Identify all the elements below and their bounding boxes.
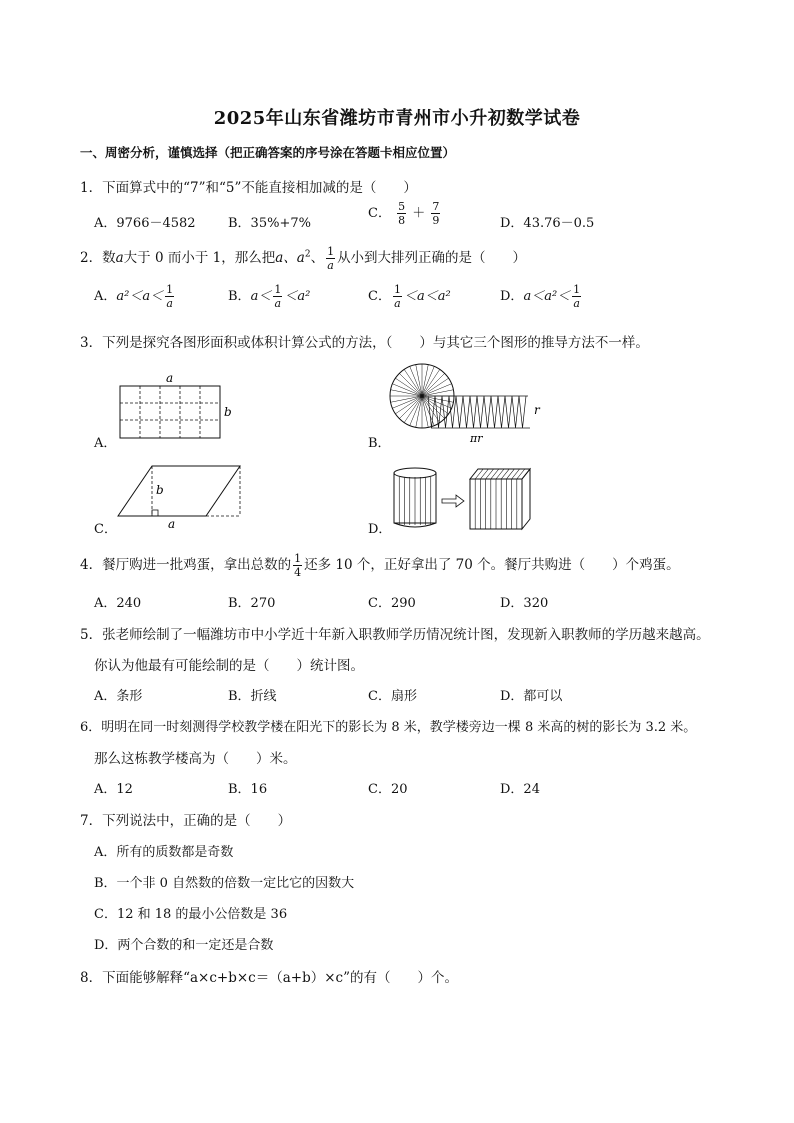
q1-option-d: D．43.76－0.5 — [500, 216, 595, 231]
q4-fraction — [293, 553, 302, 578]
circle-to-parallelogram-figure — [388, 358, 558, 448]
q5-option-a: A．条形 — [94, 689, 143, 704]
q1-option-c — [368, 201, 442, 226]
q2-option-b — [228, 284, 310, 309]
q7-option-a: A．所有的质数都是奇数 — [94, 845, 234, 860]
q5-option-b: B．折线 — [228, 689, 277, 704]
q1-option-c-label: C． — [368, 206, 391, 221]
grid-outline — [120, 386, 220, 438]
arrow-right-icon — [442, 495, 464, 507]
fraction — [165, 284, 174, 309]
cuboid-top-slice-line — [491, 469, 499, 479]
q1-option-b: B．35%+7% — [228, 216, 311, 231]
page-title: 2025年山东省潍坊市青州市小升初数学试卷 — [213, 108, 581, 129]
question-7: 7．下列说法中，正确的是（ ） — [80, 813, 292, 829]
cylinder-slices — [399, 477, 431, 525]
sector-line — [422, 373, 445, 396]
cylinder-to-cuboid-figure — [390, 465, 550, 535]
cuboid-top-slice-line — [501, 469, 509, 479]
q3-label-d: D． — [368, 522, 392, 537]
option-label: C． — [368, 289, 391, 304]
sector-line — [399, 396, 422, 419]
q2-fraction — [326, 246, 335, 271]
fraction — [393, 284, 402, 309]
q2-option-c — [368, 284, 451, 309]
parallelogram-outline — [118, 466, 240, 516]
fig-c-base-label: a — [168, 517, 176, 531]
option-label: D． — [500, 289, 524, 304]
sector-line — [422, 396, 445, 419]
q2-text-mid: 大于 0 而小于 1，那么把 — [123, 250, 276, 266]
q6-option-a: A．12 — [94, 782, 133, 797]
cuboid-top-slice-line — [480, 469, 488, 479]
q6-option-d: D．24 — [500, 782, 540, 797]
q1-option-a: A．9766－4582 — [94, 216, 196, 231]
cuboid-top-slice-line — [486, 469, 494, 479]
frac-den: a — [394, 297, 401, 310]
q3-label-a: A． — [94, 436, 117, 451]
q2-sup: 2 — [304, 249, 311, 260]
cuboid-side — [522, 469, 530, 529]
frac-den: a — [573, 297, 580, 310]
section-heading: 一、周密分析，谨慎选择（把正确答案的序号涂在答题卡相应位置） — [80, 145, 456, 160]
q2-text-pre: 2．数 — [80, 250, 116, 266]
question-5-line-1: 5．张老师绘制了一幅潍坊市中小学近十年新入职教师学历情况统计图，发现新入职教师的学历越来越高。 — [80, 627, 710, 643]
question-2 — [80, 246, 526, 271]
q6-option-c: C．20 — [368, 782, 408, 797]
question-1: 1．下面算式中的“7”和“5”不能直接相加减的是（ ） — [80, 180, 417, 196]
q7-option-b: B．一个非 0 自然数的倍数一定比它的因数大 — [94, 876, 355, 891]
plus-sign: ＋ — [412, 206, 426, 221]
frac-num: 1 — [274, 283, 282, 296]
q2-option-a — [94, 284, 176, 309]
frac-den: a — [166, 297, 173, 310]
frac-den: 9 — [432, 214, 440, 227]
sector-line — [399, 373, 422, 396]
question-6-line-2: 那么这栋教学楼高为（ ）米。 — [94, 751, 297, 767]
option-label: B． — [228, 289, 251, 304]
option-expr: a²＜a＜ — [116, 289, 164, 304]
frac-den: a — [327, 259, 334, 272]
fig-b-side-label: r — [534, 403, 540, 417]
frac-num: 7 — [432, 200, 440, 213]
frac-num: 1 — [573, 283, 581, 296]
q7-option-d: D．两个合数的和一定还是合数 — [94, 938, 274, 953]
q4-option-b: B．270 — [228, 596, 276, 611]
parallelogram-figure — [110, 462, 250, 532]
cuboid-slices — [475, 469, 525, 529]
q2-list: a、a — [275, 250, 305, 266]
q4-option-a: A．240 — [94, 596, 142, 611]
option-expr: a＜a²＜ — [523, 289, 571, 304]
q6-option-b: B．16 — [228, 782, 268, 797]
question-3: 3．下列是探究各图形面积或体积计算公式的方法，（ ）与其它三个图形的推导方法不一样。 — [80, 335, 649, 351]
frac-num: 1 — [327, 245, 335, 258]
q2-option-d — [500, 284, 583, 309]
cuboid-top-slice-line — [496, 469, 504, 479]
frac-num: 1 — [166, 283, 174, 296]
fraction — [273, 284, 282, 309]
rearranged-sectors — [428, 396, 530, 428]
fig-c-height-label: b — [156, 483, 164, 497]
frac-den: 8 — [398, 214, 406, 227]
fig-b-bottom-label: πr — [470, 432, 483, 445]
q4-text-pre: 4．餐厅购进一批鸡蛋，拿出总数的 — [80, 557, 292, 573]
option-expr: a＜ — [250, 289, 272, 304]
frac-num: 1 — [393, 283, 401, 296]
parallelogram-dashes — [152, 466, 240, 516]
frac-den: 4 — [294, 566, 302, 579]
q4-text-post: 还多 10 个，正好拿出了 70 个。餐厅共购进（ ）个鸡蛋。 — [304, 557, 680, 573]
rectangle-grid-figure — [110, 368, 240, 448]
cylinder-top — [394, 468, 436, 478]
option-label: A． — [94, 289, 117, 304]
fig-a-top-label: a — [166, 371, 174, 385]
right-angle-mark — [152, 510, 158, 516]
q5-option-c: C．扇形 — [368, 689, 417, 704]
q3-label-b: B． — [368, 436, 391, 451]
question-5-line-2: 你认为他最有可能绘制的是（ ）统计图。 — [94, 658, 364, 674]
q4-option-c: C．290 — [368, 596, 416, 611]
grid-lines — [120, 386, 220, 438]
question-4 — [80, 553, 680, 578]
q2-sep: 、 — [310, 250, 325, 266]
cuboid-top-slice-line — [512, 469, 520, 479]
q7-option-c: C．12 和 18 的最小公倍数是 36 — [94, 907, 288, 922]
sector-zigzag — [428, 396, 526, 428]
option-expr-tail: ＜a² — [284, 289, 311, 304]
frac-num: 5 — [398, 200, 406, 213]
option-expr-tail: ＜a＜a² — [403, 289, 451, 304]
question-8: 8．下面能够解释“a×c+b×c＝（a+b）×c”的有（ ）个。 — [80, 970, 459, 986]
cuboid-top-slice-line — [506, 469, 514, 479]
q2-text-post: 从小到大排列正确的是（ ） — [337, 250, 527, 266]
q5-option-d: D．都可以 — [500, 689, 563, 704]
question-6-line-1: 6．明明在同一时刻测得学校教学楼在阳光下的影长为 8 米，教学楼旁边一棵 8 米高的树的影长为 3.2 米。 — [80, 720, 697, 735]
fig-a-side-label: b — [224, 405, 232, 419]
frac-den: a — [274, 297, 282, 310]
frac-num: 1 — [294, 552, 302, 565]
q3-label-c: C． — [94, 522, 117, 537]
q1-fraction-2 — [431, 201, 440, 226]
q4-option-d: D．320 — [500, 596, 549, 611]
q2-var: a — [115, 250, 124, 266]
q1-fraction-1 — [397, 201, 406, 226]
fraction — [572, 284, 581, 309]
